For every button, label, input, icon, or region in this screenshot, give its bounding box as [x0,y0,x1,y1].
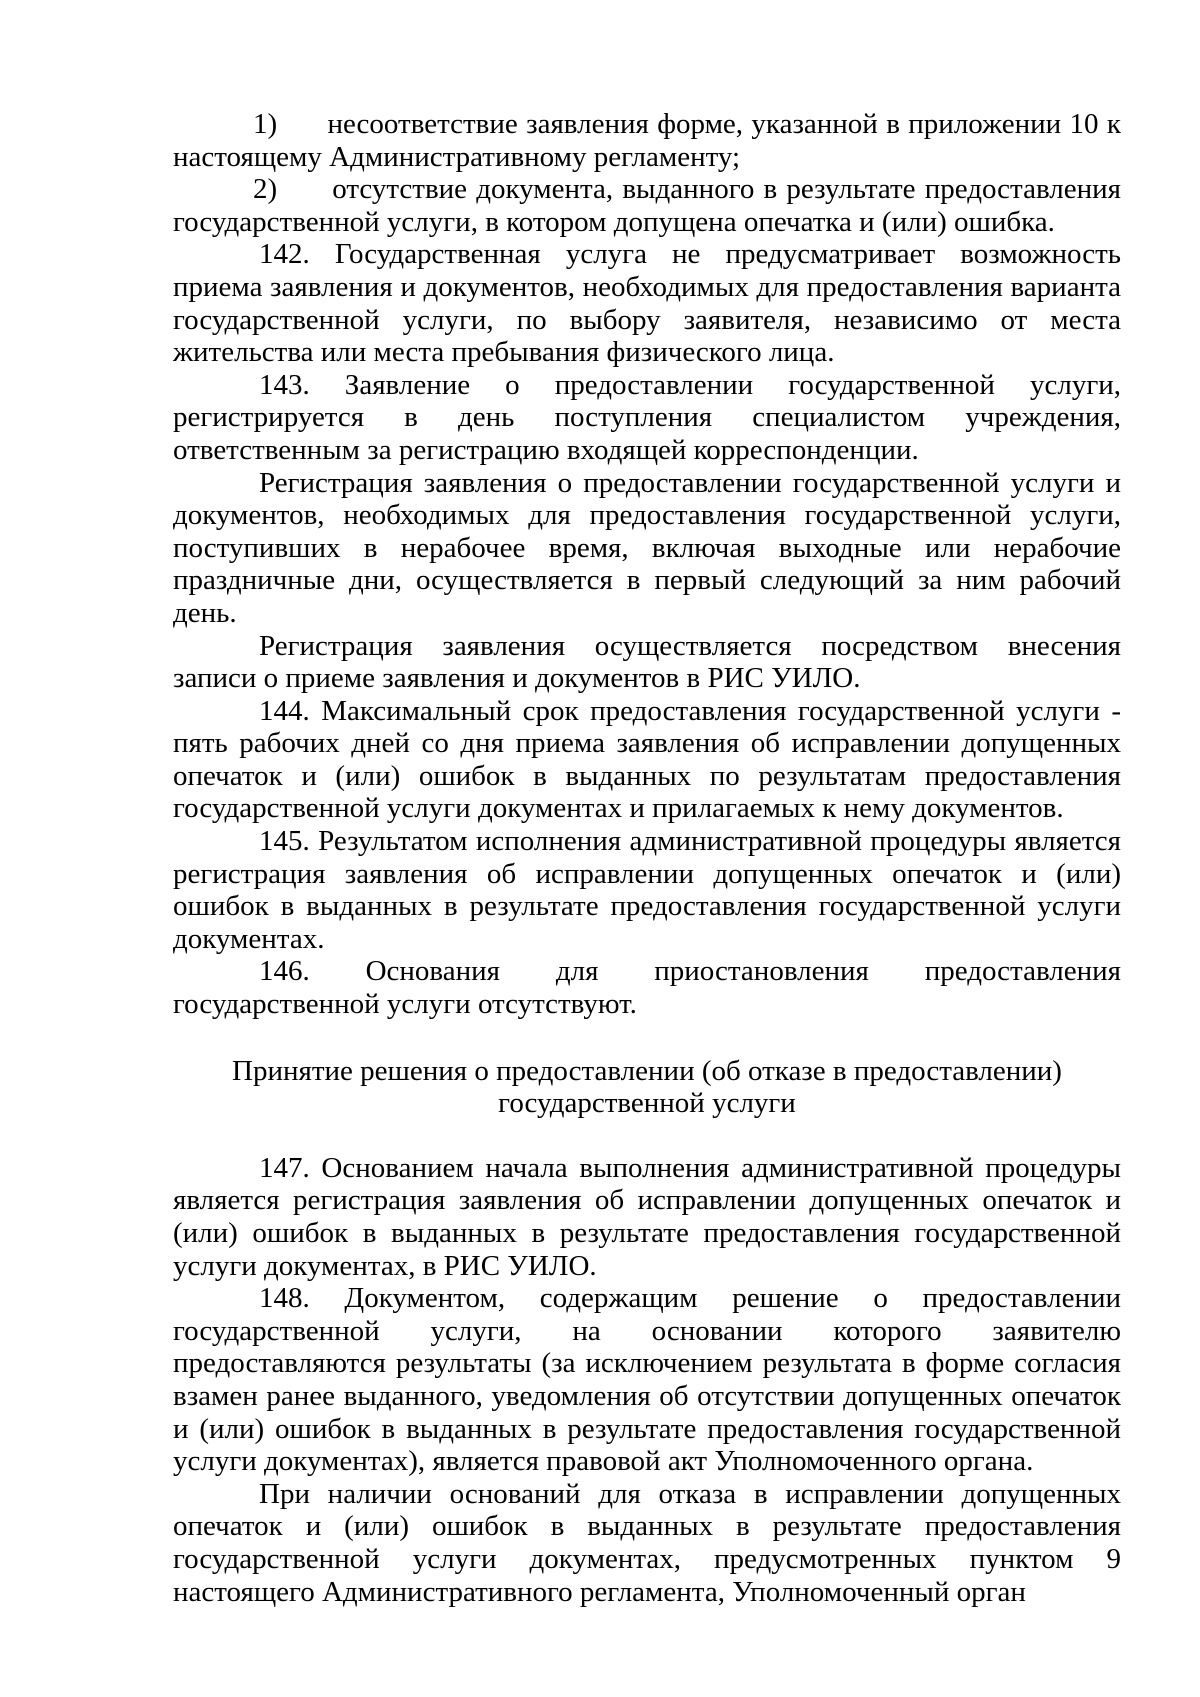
paragraph-144: 144. Максимальный срок предоставления государственной услуги - пять рабочих дней со дня приема заявления об исправлении допущенных опечаток и (или) ошибок в выданных по результатам предоставления государственной услуги документах и прилагаемых к нему документов. [173,694,1121,825]
paragraph-refusal-grounds: При наличии оснований для отказа в исправлении допущенных опечаток и (или) ошибок в выданных в результате предоставления государственной услуги документах, предусмотренных пунктом 9 настоящего Административного регламента, Уполномоченный орган [173,1477,1121,1608]
section-heading-line-1: Принятие решения о предоставлении (об отказе в предоставлении) [232,1054,1062,1087]
section-heading-line-2: государственной услуги [498,1087,796,1120]
paragraph-147: 147. Основанием начала выполнения административной процедуры является регистрация заявления об исправлении допущенных опечаток и (или) ошибок в выданных в результате предоставления государственной услуги документах, в РИС УИЛО. [173,1151,1121,1282]
paragraph-145: 145. Результатом исполнения административной процедуры является регистрация заявления об исправлении допущенных опечаток и (или) ошибок в выданных в результате предоставления государственной услуги документах. [173,825,1121,955]
list-item [173,173,1121,238]
list-item-number: 1) [253,108,278,140]
list-item [173,108,1121,173]
paragraph-registration-record: Регистрация заявления осуществляется посредством внесения записи о приеме заявления и документов в РИС УИЛО. [173,629,1121,695]
paragraph-148: 148. Документом, содержащим решение о предоставлении государственной услуги, на основании которого заявителю предоставляются результаты (за исключением результата в форме согласия взамен ранее выданного, уведомления об отсутствии допущенных опечаток и (или) ошибок в выданных в результате предоставления государственной услуги документах), является правовой акт Уполномоченного органа. [173,1282,1121,1478]
paragraph-146: 146. Основания для приостановления предоставления государственной услуги отсутствуют. [173,955,1121,1021]
paragraph-142: 142. Государственная услуга не предусматривает возможность приема заявления и документов, необходимых для предоставления варианта государственной услуги, по выбору заявителя, независимо от места жительства или места пребывания физического лица. [173,238,1121,369]
list-item-text: несоответствие заявления форме, указанной в приложении 10 к настоящему Административному регламенту; [173,108,1121,173]
document-page [173,108,1121,1608]
paragraph-143: 143. Заявление о предоставлении государственной услуги, регистрируется в день поступления специалистом учреждения, ответственным за регистрацию входящей корреспонденции. [173,368,1121,466]
list-item-text: отсутствие документа, выданного в результате предоставления государственной услуги, в котором допущена опечатка и (или) ошибка. [173,173,1121,238]
list-item-number: 2) [253,173,278,206]
paragraph-registration-nonworking: Регистрация заявления о предоставлении государственной услуги и документов, необходимых для предоставления государственной услуги, поступивших в нерабочее время, включая выходные или нерабочие праздничные дни, осуществляется в первый следующий за ним рабочий день. [173,466,1121,629]
section-heading [173,1055,1121,1120]
